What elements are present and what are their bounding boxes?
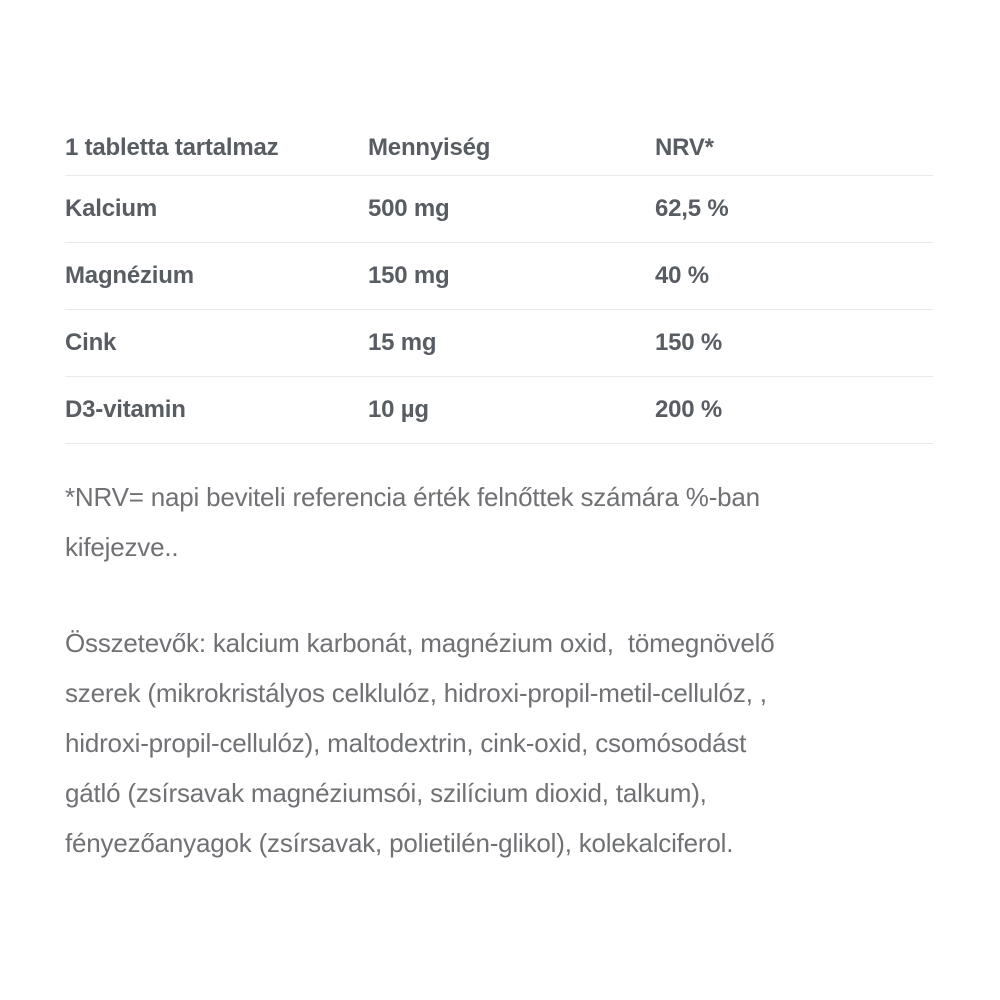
nutrient-name: Cink (65, 329, 117, 356)
nrv-footnote (65, 472, 933, 572)
nutrient-nrv: 200 % (655, 396, 723, 423)
table-row-magnezium (65, 243, 933, 310)
nrv-footnote-line: *NRV= napi beviteli referencia érték felnőttek számára %-ban (65, 482, 760, 512)
ingredients-line: fényezőanyagok (zsírsavak, polietilén-glikol), kolekalciferol. (65, 828, 734, 858)
nutrient-nrv: 62,5 % (655, 195, 729, 222)
nutrient-amount: 500 mg (368, 195, 450, 222)
ingredients-line: Összetevők: kalcium karbonát, magnézium oxid, tömegnövelő (65, 628, 775, 658)
nutrient-nrv: 150 % (655, 329, 723, 356)
nrv-footnote-line: kifejezve.. (65, 532, 179, 562)
header-nrv-column: NRV* (655, 133, 714, 161)
ingredients-paragraph (65, 618, 933, 868)
table-row-d3-vitamin (65, 377, 933, 444)
nutrient-name: Magnézium (65, 262, 194, 289)
nutrient-amount: 150 mg (368, 262, 450, 289)
nutrient-nrv: 40 % (655, 262, 709, 289)
nutrient-name: Kalcium (65, 195, 157, 222)
nutrient-amount: 15 mg (368, 329, 437, 356)
label-content (65, 120, 933, 868)
ingredients-line: szerek (mikrokristályos celklulóz, hidroxi-propil-metil-cellulóz, , (65, 678, 767, 708)
table-row-kalcium (65, 176, 933, 243)
table-row-cink (65, 310, 933, 377)
nutrition-table (65, 120, 933, 444)
nutrient-name: D3-vitamin (65, 396, 186, 423)
ingredients-line: hidroxi-propil-cellulóz), maltodextrin, cink-oxid, csomósodást (65, 728, 747, 758)
table-header-row (65, 120, 933, 176)
nutrient-amount: 10 µg (368, 396, 429, 423)
header-serving-column: 1 tabletta tartalmaz (65, 133, 279, 161)
ingredients-line: gátló (zsírsavak magnéziumsói, szilícium dioxid, talkum), (65, 778, 707, 808)
header-amount-column: Mennyiség (368, 133, 491, 161)
